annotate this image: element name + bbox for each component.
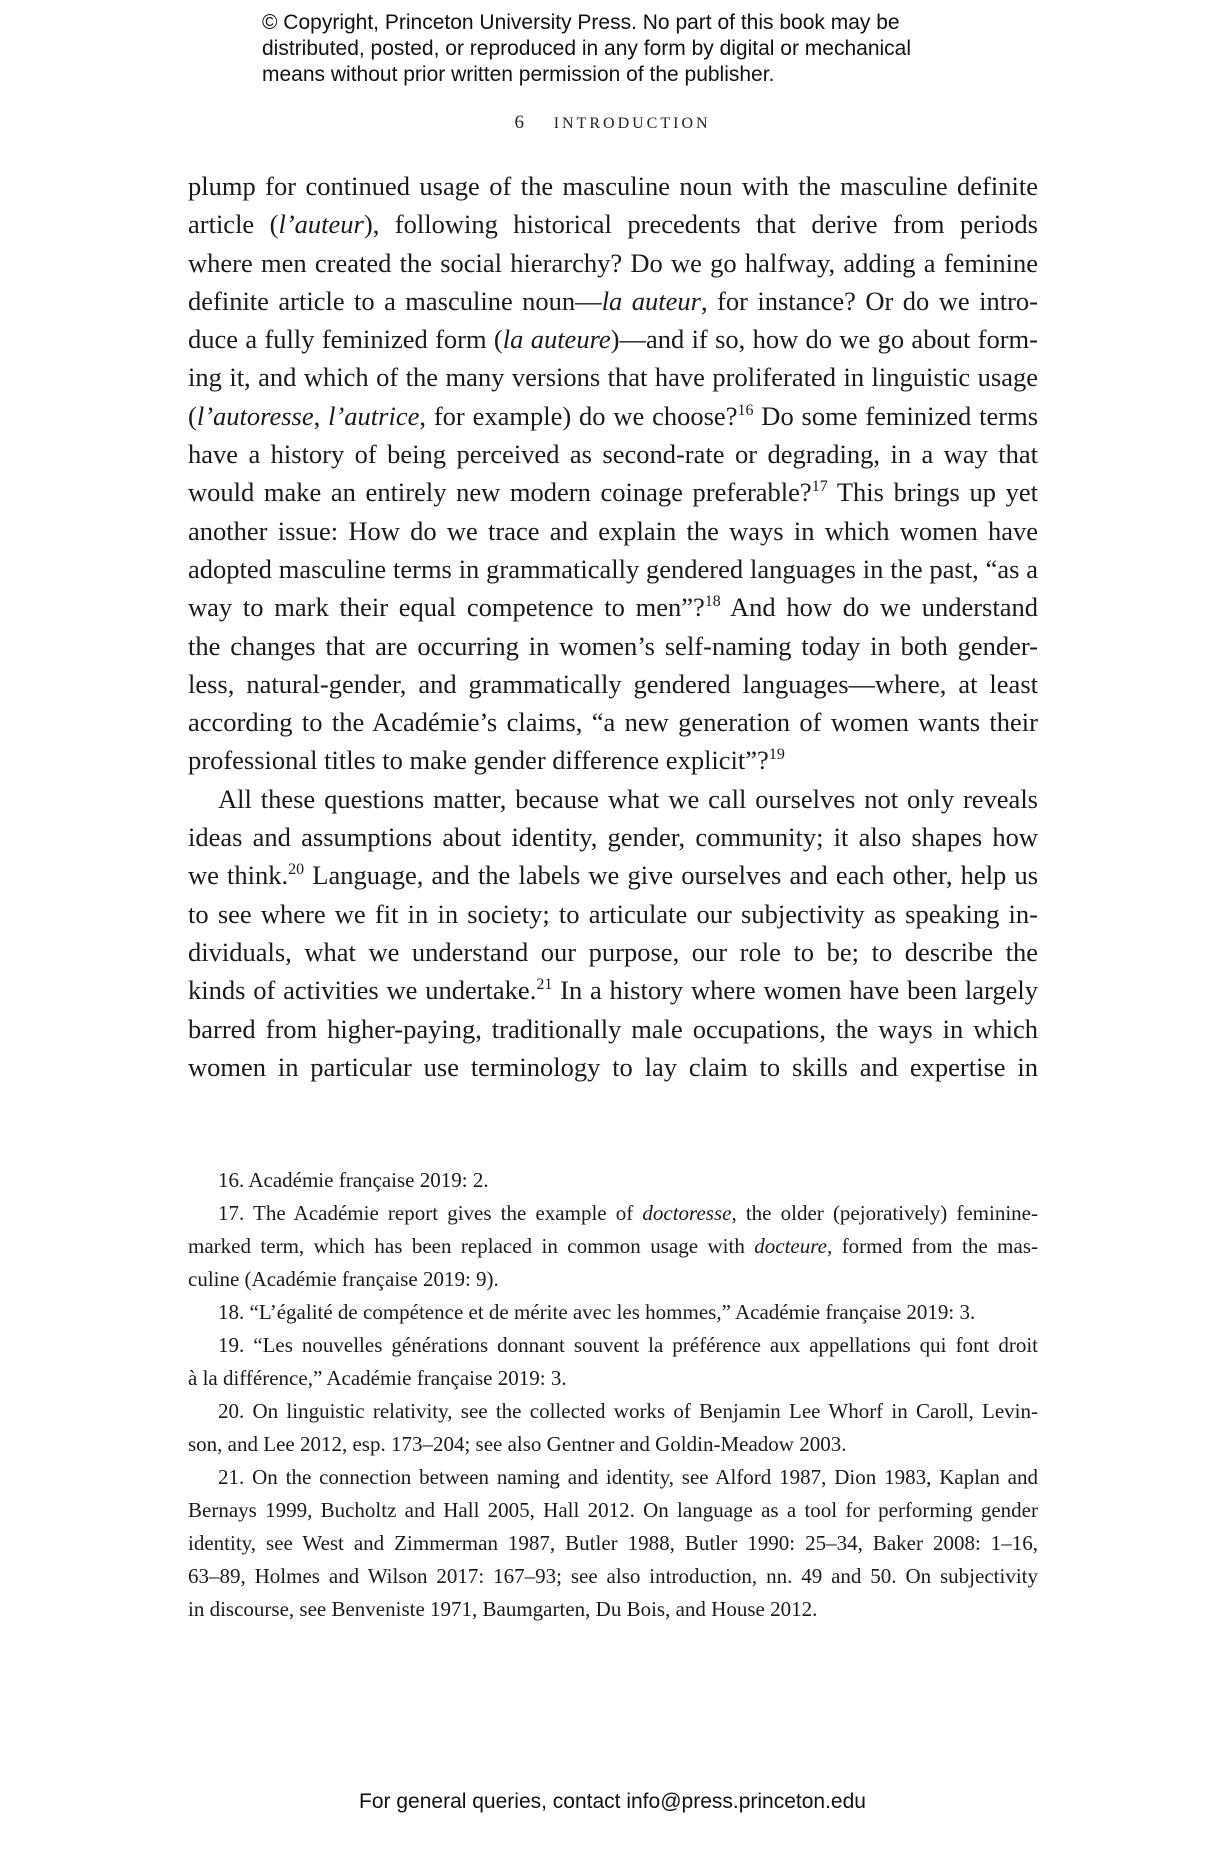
footnote-line: son, and Lee 2012, esp. 173–204; see also Gentner and Goldin-Meadow 2003. [188, 1432, 847, 1456]
body-line: plump for continued usage of the masculine noun with the masculine definite [188, 171, 1038, 201]
body-line: adopted masculine terms in grammatically gendered languages in the past, “as a [188, 553, 1038, 584]
copyright-notice [262, 10, 982, 88]
body-line: article (l’auteur), following historical precedents that derive from periods [188, 209, 1038, 240]
body-line: way to mark their equal competence to men”?$^{18}$ And how do we understand [188, 592, 1038, 623]
page-number: 6 [514, 112, 524, 133]
body-line: the changes that are occurring in women’s self-naming today in both gender- [188, 630, 1038, 661]
footnotes [188, 1164, 1038, 1626]
footnote-line: 18. “L’égalité de compétence et de mérite avec les hommes,” Académie française 2019: 3. [218, 1300, 976, 1324]
footnote-ref: 20 [288, 861, 305, 879]
body-line: definite article to a masculine noun—la auteur, for instance? Or do we intro- [188, 285, 1038, 316]
body-text [188, 167, 1038, 1086]
footnote-line: à la différence,” Académie française 2019: 3. [188, 1366, 567, 1390]
italic-term: l’autrice [328, 400, 420, 431]
footnote [188, 1461, 1038, 1626]
body-line: professional titles to make gender difference explicit”?$^{19}$ [188, 745, 785, 776]
footnote-line: culine (Académie française 2019: 9). [188, 1267, 499, 1291]
footnote-line: 21. On the connection between naming and identity, see Alford 1987, Dion 1983, Kaplan and [218, 1465, 1038, 1489]
footnote-ref: 21 [536, 976, 553, 994]
body-line: to see where we fit in in society; to articulate our subjectivity as speaking in- [188, 898, 1038, 929]
italic-term: la auteure [502, 324, 611, 355]
body-line: would make an entirely new modern coinage preferable?$^{17}$ This brings up yet [188, 477, 1038, 508]
running-head [0, 112, 1225, 134]
footnote-line: 63–89, Holmes and Wilson 2017: 167–93; see also introduction, nn. 49 and 50. On subjectivity [188, 1564, 1038, 1588]
footnote-line: marked term, which has been replaced in common usage with docteure, formed from the mas- [188, 1234, 1038, 1258]
body-line: duce a fully feminized form (la auteure)—and if so, how do we go about form- [188, 324, 1038, 355]
body-line: according to the Académie’s claims, “a new generation of women wants their [188, 707, 1038, 738]
italic-term: l’auteur [278, 209, 364, 240]
body-line: All these questions matter, because what we call ourselves not only reveals [218, 783, 1038, 814]
body-line: kinds of activities we undertake.$^{21}$ In a history where women have been largely [188, 975, 1038, 1006]
footnote [188, 1164, 1038, 1197]
body-line: where men created the social hierarchy? Do we go halfway, adding a feminine [188, 247, 1038, 278]
italic-term: la auteur [601, 285, 701, 316]
footnote-line: 20. On linguistic relativity, see the collected works of Benjamin Lee Whorf in Caroll, Levin- [218, 1399, 1038, 1423]
footnote-line: 16. Académie française 2019: 2. [218, 1168, 489, 1192]
footnote [188, 1296, 1038, 1329]
body-line: have a history of being perceived as second-rate or degrading, in a way that [188, 439, 1038, 470]
footnote-ref: 18 [704, 593, 721, 611]
italic-term: doctoresse [642, 1201, 732, 1225]
italic-term: docteure [754, 1234, 827, 1258]
body-line: another issue: How do we trace and explain the ways in which women have [188, 515, 1038, 546]
copyright-line: distributed, posted, or reproduced in any form by digital or mechanical [262, 37, 912, 60]
footnote-ref: 17 [811, 478, 828, 496]
body-line: ing it, and which of the many versions that have proliferated in linguistic usage [188, 362, 1038, 393]
running-title: INTRODUCTION [553, 115, 711, 132]
footnote-line: in discourse, see Benveniste 1971, Baumgarten, Du Bois, and House 2012. [188, 1597, 818, 1621]
footnote-line: Bernays 1999, Bucholtz and Hall 2005, Hall 2012. On language as a tool for performing gender [188, 1498, 1038, 1522]
footer-contact: For general queries, contact info@press.princeton.edu [359, 1790, 866, 1813]
footnote [188, 1395, 1038, 1461]
footnote [188, 1197, 1038, 1296]
footnote [188, 1329, 1038, 1395]
footnote-line: identity, see West and Zimmerman 1987, Butler 1988, Butler 1990: 25–34, Baker 2008: 1–16, [188, 1531, 1038, 1555]
footnote-ref: 16 [737, 401, 754, 419]
body-line: (l’autoresse, l’autrice, for example) do we choose?$^{16}$ Do some feminized terms [188, 400, 1039, 431]
footnote-line: 19. “Les nouvelles générations donnant souvent la préférence aux appellations qui font droit [218, 1333, 1038, 1357]
footnote-line: 17. The Académie report gives the example of doctoresse, the older (pejoratively) feminine- [218, 1201, 1039, 1225]
body-line: we think.$^{20}$ Language, and the labels we give ourselves and each other, help us [188, 860, 1039, 891]
body-line: dividuals, what we understand our purpose, our role to be; to describe the [188, 936, 1038, 967]
footnote-ref: 19 [768, 746, 785, 764]
body-line: ideas and assumptions about identity, gender, community; it also shapes how [188, 822, 1038, 853]
italic-term: l’autoresse [196, 400, 314, 431]
body-line: barred from higher-paying, traditionally male occupations, the ways in which [188, 1013, 1038, 1044]
copyright-line: © Copyright, Princeton University Press. No part of this book may be [262, 11, 900, 34]
copyright-line: means without prior written permission of the publisher. [262, 63, 775, 86]
body-line: less, natural-gender, and grammatically gendered languages—where, at least [188, 668, 1038, 699]
body-line: women in particular use terminology to lay claim to skills and expertise in [188, 1051, 1038, 1082]
